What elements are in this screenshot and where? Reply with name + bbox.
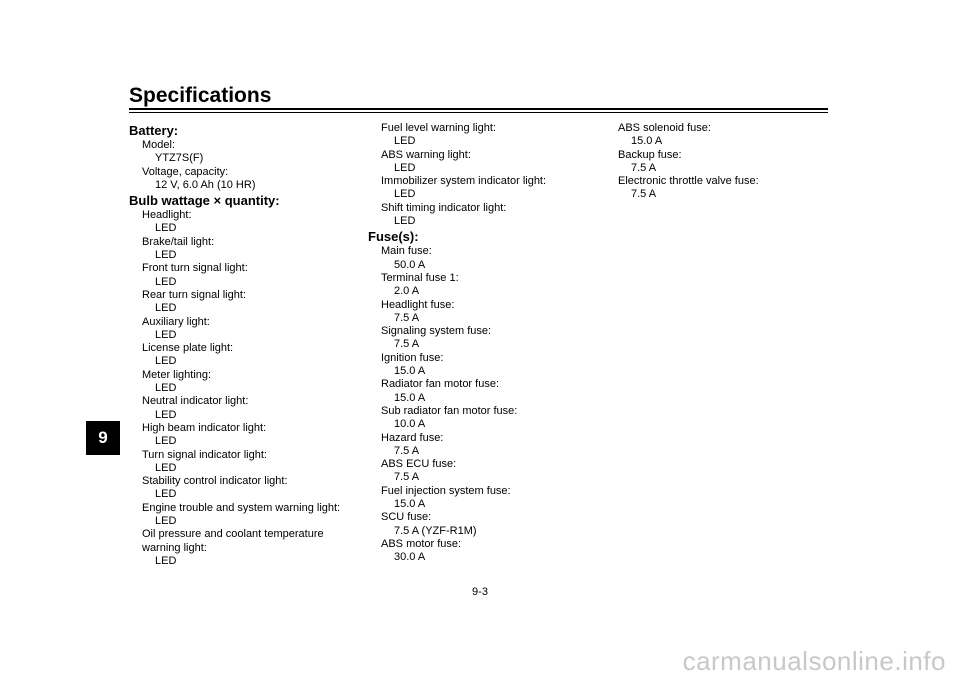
spec-label: License plate light: bbox=[142, 342, 234, 355]
spec-value: 15.0 A bbox=[394, 365, 426, 378]
spec-label: Ignition fuse: bbox=[381, 351, 444, 364]
spec-column-1 bbox=[129, 122, 359, 568]
spec-label: Headlight: bbox=[142, 209, 192, 222]
spec-value: LED bbox=[155, 515, 177, 528]
spec-value: YTZ7S(F) bbox=[155, 152, 204, 165]
spec-label: Auxiliary light: bbox=[142, 315, 210, 328]
chapter-tab: 9 bbox=[86, 421, 120, 455]
spec-value: LED bbox=[155, 554, 177, 567]
title-rule-thin bbox=[129, 112, 828, 113]
title-rule-thick bbox=[129, 108, 828, 110]
spec-value: LED bbox=[155, 328, 177, 341]
spec-value: LED bbox=[155, 408, 177, 421]
spec-label: Engine trouble and system warning light: bbox=[142, 501, 341, 514]
spec-label: Backup fuse: bbox=[618, 148, 682, 161]
spec-label: Electronic throttle valve fuse: bbox=[618, 175, 759, 188]
spec-value: LED bbox=[155, 302, 177, 315]
spec-value: 7.5 A bbox=[631, 188, 657, 201]
spec-label: Immobilizer system indicator light: bbox=[381, 175, 547, 188]
spec-label: Terminal fuse 1: bbox=[381, 271, 459, 284]
section-heading: Battery: bbox=[129, 123, 179, 138]
spec-label: Fuel injection system fuse: bbox=[381, 484, 511, 497]
spec-value: 10.0 A bbox=[394, 418, 426, 431]
spec-label: Front turn signal light: bbox=[142, 262, 248, 275]
spec-label: Hazard fuse: bbox=[381, 431, 444, 444]
spec-value: LED bbox=[155, 275, 177, 288]
spec-value: LED bbox=[394, 215, 416, 228]
spec-label: Sub radiator fan motor fuse: bbox=[381, 404, 518, 417]
spec-value: 7.5 A bbox=[394, 444, 420, 457]
spec-value: 30.0 A bbox=[394, 551, 426, 564]
spec-value: 7.5 A bbox=[394, 311, 420, 324]
spec-label: Turn signal indicator light: bbox=[142, 448, 267, 461]
spec-label: Oil pressure and coolant temperature warning light: bbox=[142, 528, 324, 554]
section-heading: Bulb wattage × quantity: bbox=[129, 193, 280, 209]
page-number: 9-3 bbox=[472, 586, 488, 598]
watermark: carmanualsonline.info bbox=[682, 646, 946, 676]
spec-label: ABS warning light: bbox=[381, 148, 471, 161]
spec-label: ABS motor fuse: bbox=[381, 537, 462, 550]
spec-label: Main fuse: bbox=[381, 245, 432, 258]
spec-value: 7.5 A (YZF-R1M) bbox=[394, 524, 477, 537]
spec-label: Radiator fan motor fuse: bbox=[381, 378, 500, 391]
spec-value: LED bbox=[394, 135, 416, 148]
spec-label: Signaling system fuse: bbox=[381, 325, 492, 338]
spec-value: LED bbox=[155, 488, 177, 501]
spec-value: 2.0 A bbox=[394, 285, 420, 298]
spec-label: Stability control indicator light: bbox=[142, 475, 288, 488]
spec-label: Fuel level warning light: bbox=[381, 122, 496, 134]
spec-value: 15.0 A bbox=[394, 391, 426, 404]
spec-value: 15.0 A bbox=[394, 498, 426, 511]
spec-label: Model: bbox=[142, 139, 176, 151]
spec-value: LED bbox=[155, 355, 177, 368]
spec-column-2 bbox=[368, 122, 598, 565]
spec-label: ABS solenoid fuse: bbox=[618, 122, 711, 134]
spec-value: 7.5 A bbox=[394, 471, 420, 484]
section-heading: Fuse(s): bbox=[368, 229, 419, 245]
page-title: Specifications bbox=[129, 84, 272, 107]
spec-value: LED bbox=[394, 161, 416, 174]
spec-label: Neutral indicator light: bbox=[142, 395, 249, 408]
spec-value: 7.5 A bbox=[631, 161, 657, 174]
spec-label: High beam indicator light: bbox=[142, 421, 267, 434]
spec-value: LED bbox=[155, 382, 177, 395]
spec-value: 15.0 A bbox=[631, 135, 663, 148]
spec-value: 7.5 A bbox=[394, 338, 420, 351]
spec-value: LED bbox=[155, 435, 177, 448]
spec-value: 50.0 A bbox=[394, 258, 426, 271]
spec-label: Rear turn signal light: bbox=[142, 288, 246, 301]
spec-value: 12 V, 6.0 Ah (10 HR) bbox=[155, 178, 256, 191]
spec-label: ABS ECU fuse: bbox=[381, 458, 457, 471]
spec-value: LED bbox=[155, 222, 177, 235]
spec-label: Shift timing indicator light: bbox=[381, 201, 507, 214]
spec-value: LED bbox=[394, 188, 416, 201]
spec-value: LED bbox=[155, 461, 177, 474]
spec-label: Headlight fuse: bbox=[381, 298, 455, 311]
spec-column-3 bbox=[605, 122, 835, 202]
spec-label: Voltage, capacity: bbox=[142, 165, 229, 178]
spec-label: SCU fuse: bbox=[381, 511, 432, 524]
spec-label: Brake/tail light: bbox=[142, 235, 215, 248]
spec-value: LED bbox=[155, 249, 177, 262]
spec-label: Meter lighting: bbox=[142, 368, 212, 381]
